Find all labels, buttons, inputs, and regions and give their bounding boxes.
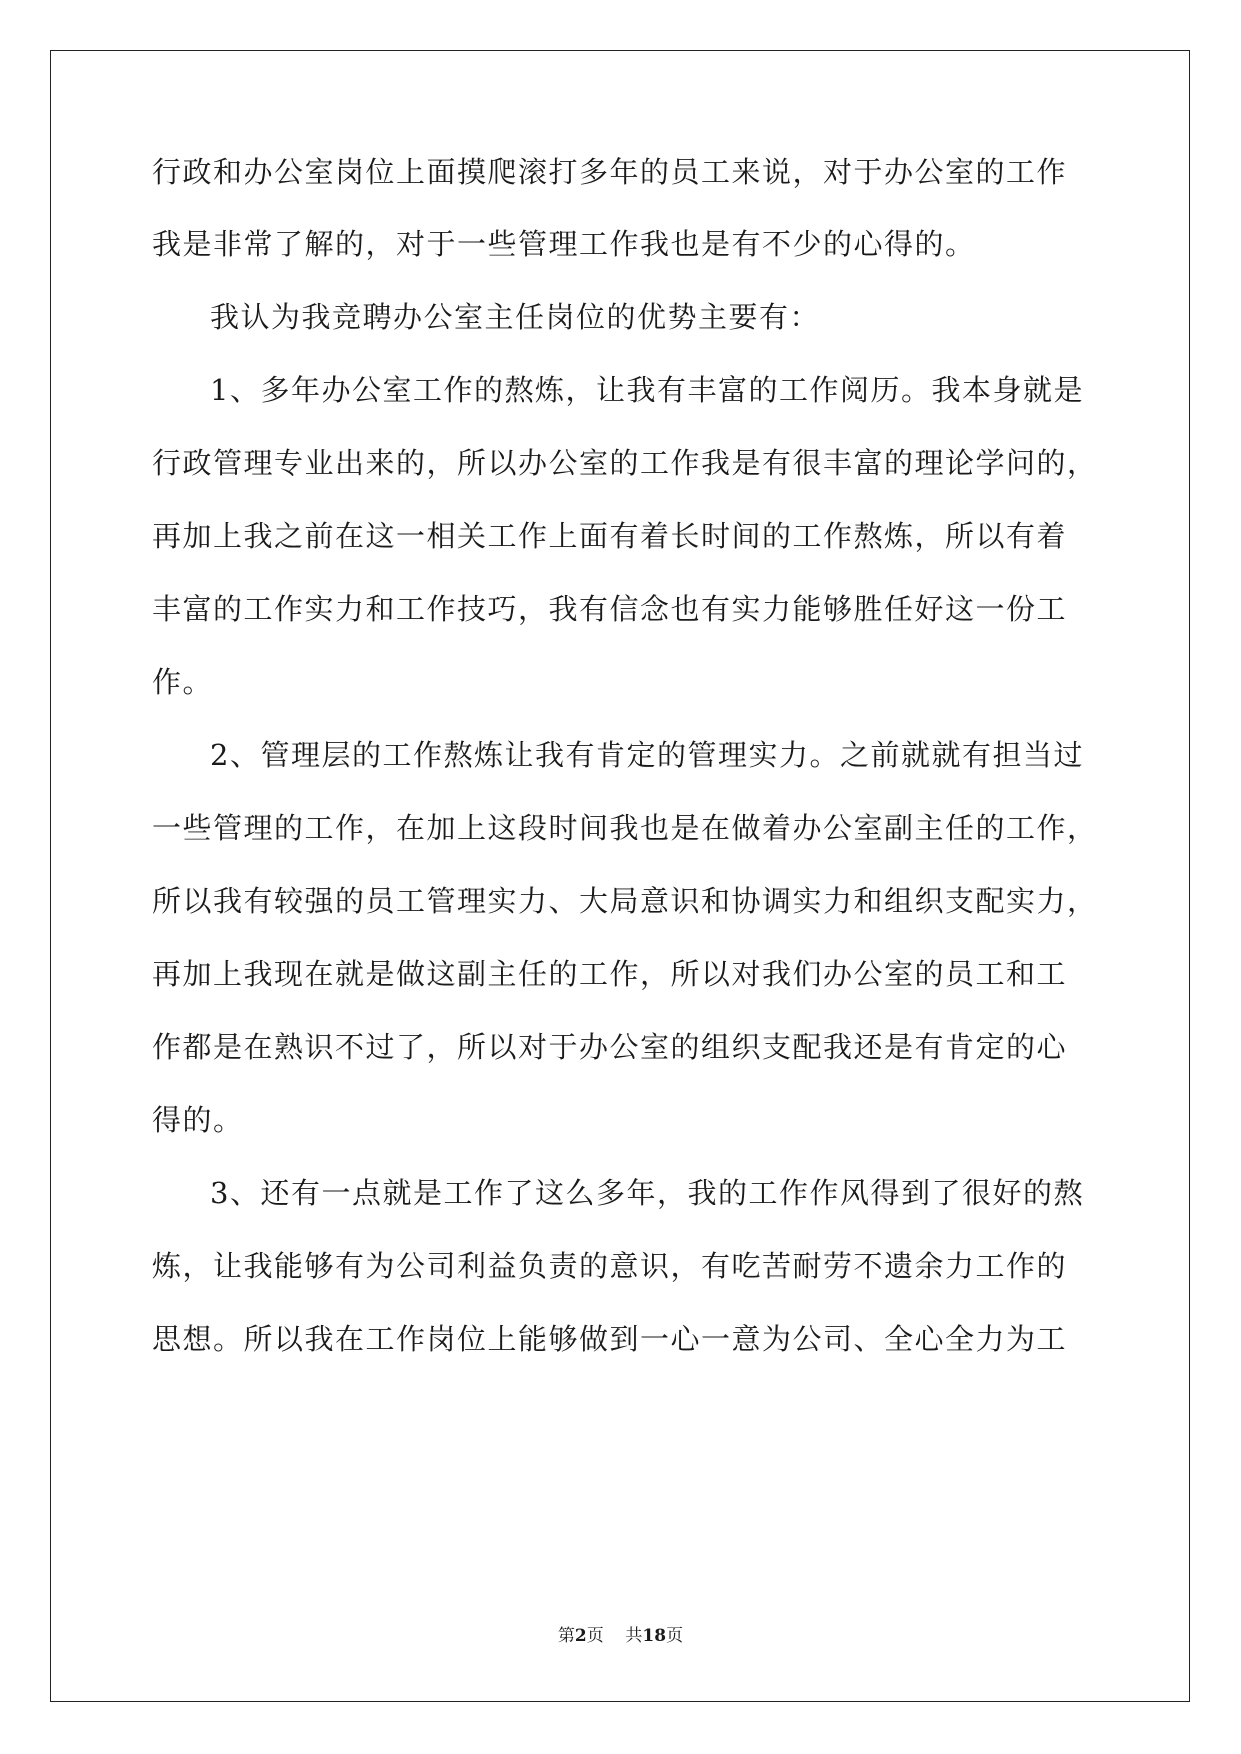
- text-line: 作都是在熟识不过了，所以对于办公室的组织支配我还是有肯定的心: [152, 1030, 1068, 1064]
- text-line: 行政管理专业出来的，所以办公室的工作我是有很丰富的理论学问的，: [152, 446, 1098, 480]
- text-line: 丰富的工作实力和工作技巧，我有信念也有实力能够胜任好这一份工: [152, 592, 1068, 626]
- text-line: 作。: [152, 665, 214, 699]
- text-line: 炼，让我能够有为公司利益负责的意识，有吃苦耐劳不遗余力工作的: [152, 1249, 1068, 1283]
- footer-page-number: 2: [574, 1626, 587, 1646]
- paragraph-start-line: 1、多年办公室工作的熬炼，让我有丰富的工作阅历。我本身就是: [210, 373, 1084, 407]
- text-line: 所以我有较强的员工管理实力、大局意识和协调实力和组织支配实力，: [152, 884, 1098, 918]
- text-line: 再加上我之前在这一相关工作上面有着长时间的工作熬炼，所以有着: [152, 519, 1068, 553]
- footer-page-prefix: 第: [557, 1626, 575, 1646]
- text-line: 思想。所以我在工作岗位上能够做到一心一意为公司、全心全力为工: [152, 1322, 1068, 1356]
- text-line: 再加上我现在就是做这副主任的工作，所以对我们办公室的员工和工: [152, 957, 1068, 991]
- paragraph-start-line: 我认为我竞聘办公室主任岗位的优势主要有：: [210, 300, 821, 334]
- footer-total-pages: 18: [642, 1626, 667, 1646]
- paragraph-start-line: 3、还有一点就是工作了这么多年，我的工作作风得到了很好的熬: [210, 1176, 1084, 1210]
- text-line: 得的。: [152, 1103, 244, 1137]
- text-line: 一些管理的工作，在加上这段时间我也是在做着办公室副主任的工作，: [152, 811, 1098, 845]
- footer-page-suffix: 页: [586, 1626, 604, 1646]
- text-line: 行政和办公室岗位上面摸爬滚打多年的员工来说，对于办公室的工作: [152, 155, 1068, 189]
- paragraph-start-line: 2、管理层的工作熬炼让我有肯定的管理实力。之前就就有担当过: [210, 738, 1084, 772]
- text-line: 我是非常了解的，对于一些管理工作我也是有不少的心得的。: [152, 227, 976, 261]
- page-footer: [0, 1624, 1241, 1648]
- footer-total-prefix: 共: [625, 1626, 643, 1646]
- footer-total-suffix: 页: [666, 1626, 684, 1646]
